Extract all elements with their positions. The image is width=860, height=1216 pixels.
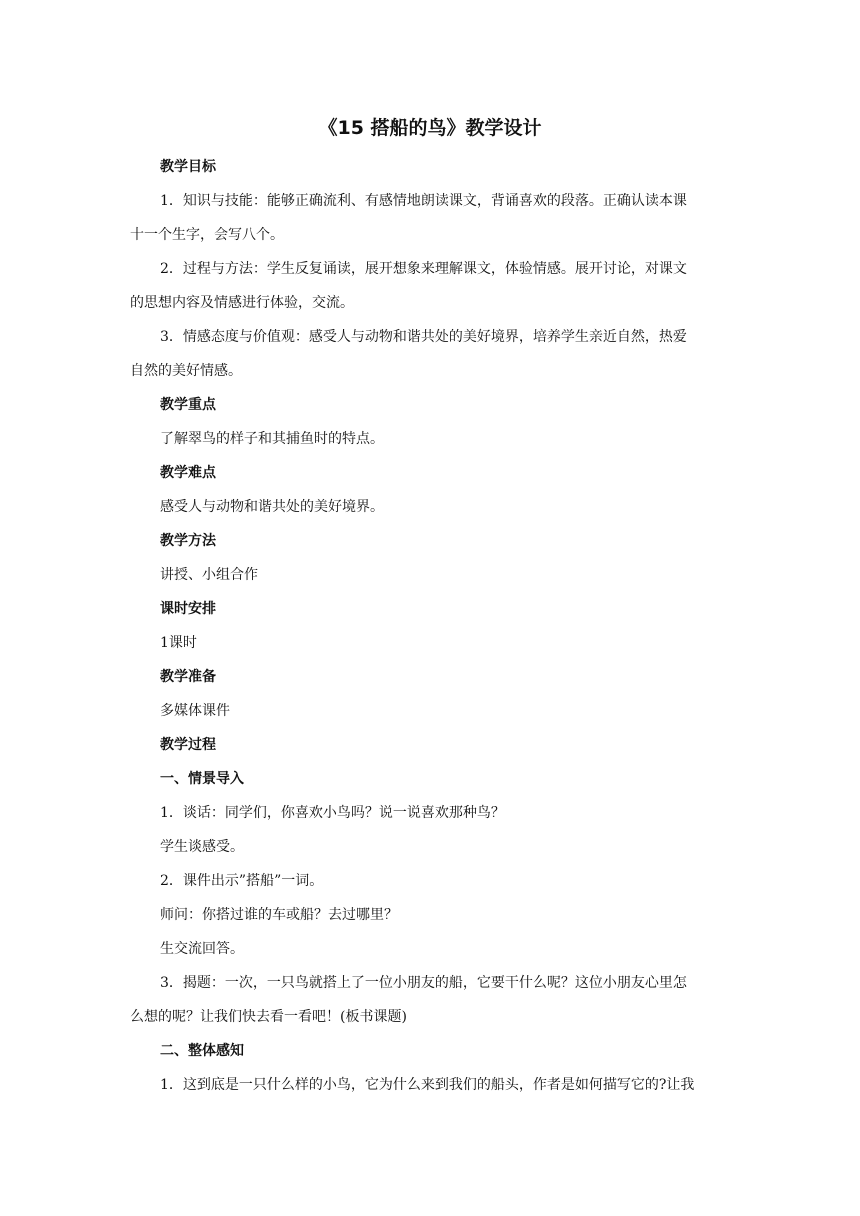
part-1-item-2-question: 师问：你搭过谁的车或船？去过哪里？ xyxy=(160,907,398,923)
objective-1-line-1: 1．知识与技能：能够正确流利、有感情地朗读课文，背诵喜欢的段落。正确认读本课 xyxy=(160,193,687,209)
heading-objectives: 教学目标 xyxy=(160,159,216,175)
objective-2-line-1: 2．过程与方法：学生反复诵读，展开想象来理解课文，体验情感。展开讨论，对课文 xyxy=(160,261,687,277)
objective-1-line-2: 十一个生字，会写八个。 xyxy=(130,227,284,243)
objective-3-line-1: 3．情感态度与价值观：感受人与动物和谐共处的美好境界，培养学生亲近自然，热爱 xyxy=(160,329,687,345)
document-body xyxy=(130,150,730,1102)
key-points-text: 了解翠鸟的样子和其捕鱼时的特点。 xyxy=(160,431,384,447)
heading-process: 教学过程 xyxy=(160,737,216,753)
part-1-item-1-response: 学生谈感受。 xyxy=(160,839,244,855)
document-title: 《15 搭船的鸟》教学设计 xyxy=(318,117,542,139)
heading-method: 教学方法 xyxy=(160,533,216,549)
part-1-item-3-line-2: 么想的呢？让我们快去看一看吧！(板书课题) xyxy=(130,1009,407,1025)
part-2-item-1-line-1: 1．这到底是一只什么样的小鸟，它为什么来到我们的船头，作者是如何描写它的?让我 xyxy=(160,1077,695,1093)
heading-key-points: 教学重点 xyxy=(160,397,216,413)
heading-schedule: 课时安排 xyxy=(160,601,216,617)
heading-part-2: 二、整体感知 xyxy=(160,1043,244,1059)
schedule-text: 1课时 xyxy=(160,635,197,651)
part-1-item-1: 1．谈话：同学们，你喜欢小鸟吗？说一说喜欢那种鸟？ xyxy=(160,805,505,821)
part-1-item-2: 2．课件出示”搭船”一词。 xyxy=(160,873,324,889)
objective-3-line-2: 自然的美好情感。 xyxy=(130,363,242,379)
difficulty-text: 感受人与动物和谐共处的美好境界。 xyxy=(160,499,384,515)
objective-2-line-2: 的思想内容及情感进行体验，交流。 xyxy=(130,295,354,311)
part-1-item-3-line-1: 3．揭题：一次，一只鸟就搭上了一位小朋友的船，它要干什么呢？这位小朋友心里怎 xyxy=(160,975,687,991)
preparation-text: 多媒体课件 xyxy=(160,703,230,719)
part-1-item-2-response: 生交流回答。 xyxy=(160,941,244,957)
heading-preparation: 教学准备 xyxy=(160,669,216,685)
method-text: 讲授、小组合作 xyxy=(160,567,258,583)
heading-difficulty: 教学难点 xyxy=(160,465,216,481)
heading-part-1: 一、情景导入 xyxy=(160,771,244,787)
